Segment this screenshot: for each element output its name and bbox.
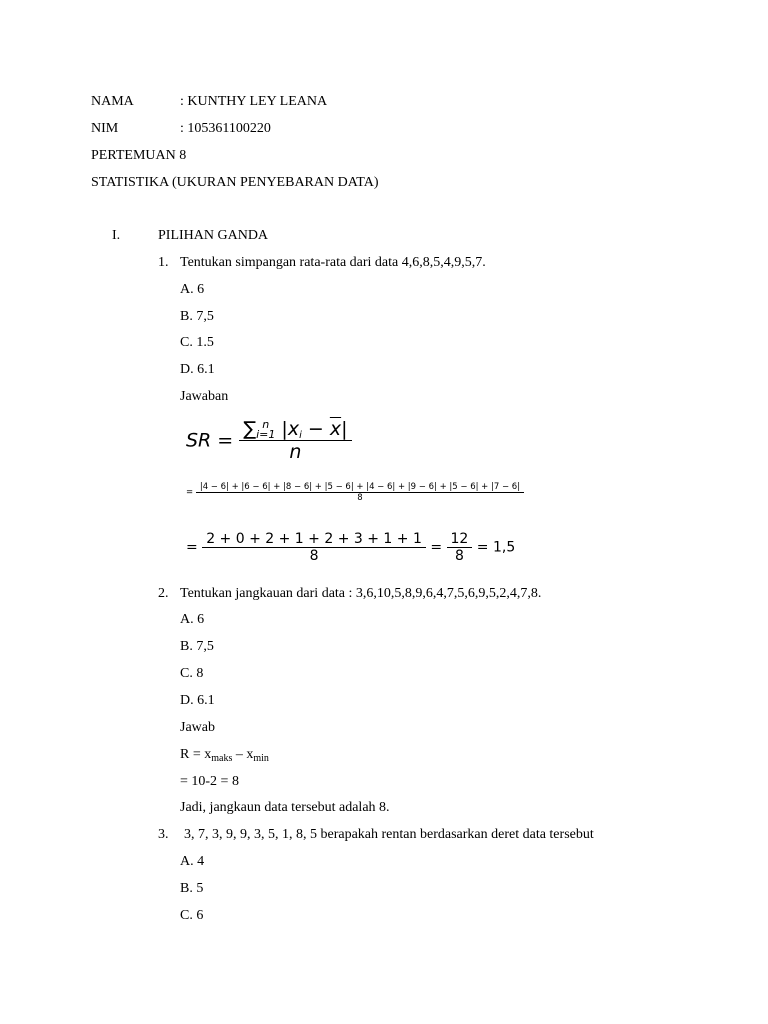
range-formula-r: R = x xyxy=(180,747,212,762)
abs-minus: − xyxy=(301,418,330,440)
q1-option-b: B. 7,5 xyxy=(180,309,214,324)
step1-numerator: |4 − 6| + |6 − 6| + |8 − 6| + |5 − 6| + |4 − 6| + |9 − 6| + |5 − 6| + |7 − 6| xyxy=(196,482,524,493)
q1-option-c: C. 1.5 xyxy=(180,335,214,350)
q1-option-a: A. 6 xyxy=(180,282,205,297)
sr-fraction xyxy=(239,418,351,463)
name-value: : KUNTHY LEY LEANA xyxy=(180,94,328,109)
section-numeral: I. xyxy=(112,228,121,243)
nim-value: : 105361100220 xyxy=(180,121,271,136)
q3-option-a: A. 4 xyxy=(180,854,205,869)
q2-answer-label: Jawab xyxy=(180,720,215,735)
q3-option-b: B. 5 xyxy=(180,881,204,896)
nim-label: NIM xyxy=(91,121,119,136)
step2-eq2: = xyxy=(430,539,443,556)
abs-open: |x xyxy=(281,418,300,440)
sr-lhs: SR = xyxy=(186,429,234,452)
range-formula-mid: – x xyxy=(232,747,254,762)
q2-text: Tentukan jangkauan dari data : 3,6,10,5,8,9,6,4,7,5,6,9,5,2,4,7,8. xyxy=(180,586,542,601)
q1-sr-formula xyxy=(186,418,352,463)
q2-number: 2. xyxy=(158,586,169,601)
step2-numerator: 2 + 0 + 2 + 1 + 2 + 3 + 1 + 1 xyxy=(202,531,426,548)
pertemuan-line: PERTEMUAN 8 xyxy=(91,148,187,163)
section-title: PILIHAN GANDA xyxy=(158,228,269,243)
step2-numerator2: 12 xyxy=(447,531,473,548)
q3-text: 3, 7, 3, 9, 9, 3, 5, 1, 8, 5 berapakah rentan berdasarkan deret data tersebut xyxy=(184,827,594,842)
q1-answer-label: Jawaban xyxy=(180,389,229,404)
q3-option-c: C. 6 xyxy=(180,908,204,923)
range-formula-min: min xyxy=(253,753,269,764)
q1-text: Tentukan simpangan rata-rata dari data 4,6,8,5,4,9,5,7. xyxy=(180,255,486,270)
q2-option-a: A. 6 xyxy=(180,612,205,627)
sigma-sub: i=1 xyxy=(256,427,276,441)
step1-fraction xyxy=(196,482,524,503)
step2-eq: = xyxy=(186,539,198,556)
abs-close: | xyxy=(341,418,348,440)
topic-line: STATISTIKA (UKURAN PENYEBARAN DATA) xyxy=(91,175,379,190)
step2-fraction2 xyxy=(447,531,473,564)
q2-range-formula xyxy=(180,747,269,764)
q2-calc: = 10-2 = 8 xyxy=(180,774,239,789)
q2-option-c: C. 8 xyxy=(180,666,204,681)
q2-option-d: D. 6.1 xyxy=(180,693,215,708)
sigma-symbol: ∑ xyxy=(243,418,257,440)
q1-number: 1. xyxy=(158,255,169,270)
name-label: NAMA xyxy=(91,94,134,109)
q2-option-b: B. 7,5 xyxy=(180,639,214,654)
step2-denominator: 8 xyxy=(309,548,319,564)
sr-denominator: n xyxy=(289,441,302,463)
q1-option-d: D. 6.1 xyxy=(180,362,215,377)
abs-xbar: $\overline{x}$ xyxy=(329,418,342,440)
step2-fraction xyxy=(202,531,426,564)
step1-denominator: 8 xyxy=(357,493,363,503)
step1-eq: = xyxy=(186,487,194,498)
range-formula-maks: maks xyxy=(211,753,233,764)
q2-conclusion: Jadi, jangkaun data tersebut adalah 8. xyxy=(180,800,390,815)
sigma-sup: n xyxy=(262,417,270,431)
abs-sub: i xyxy=(299,430,302,441)
q3-number: 3. xyxy=(158,827,169,842)
q1-step1 xyxy=(186,482,524,503)
q1-step2 xyxy=(186,531,515,564)
step2-denominator2: 8 xyxy=(454,548,464,564)
step2-result: = 1,5 xyxy=(476,539,516,556)
